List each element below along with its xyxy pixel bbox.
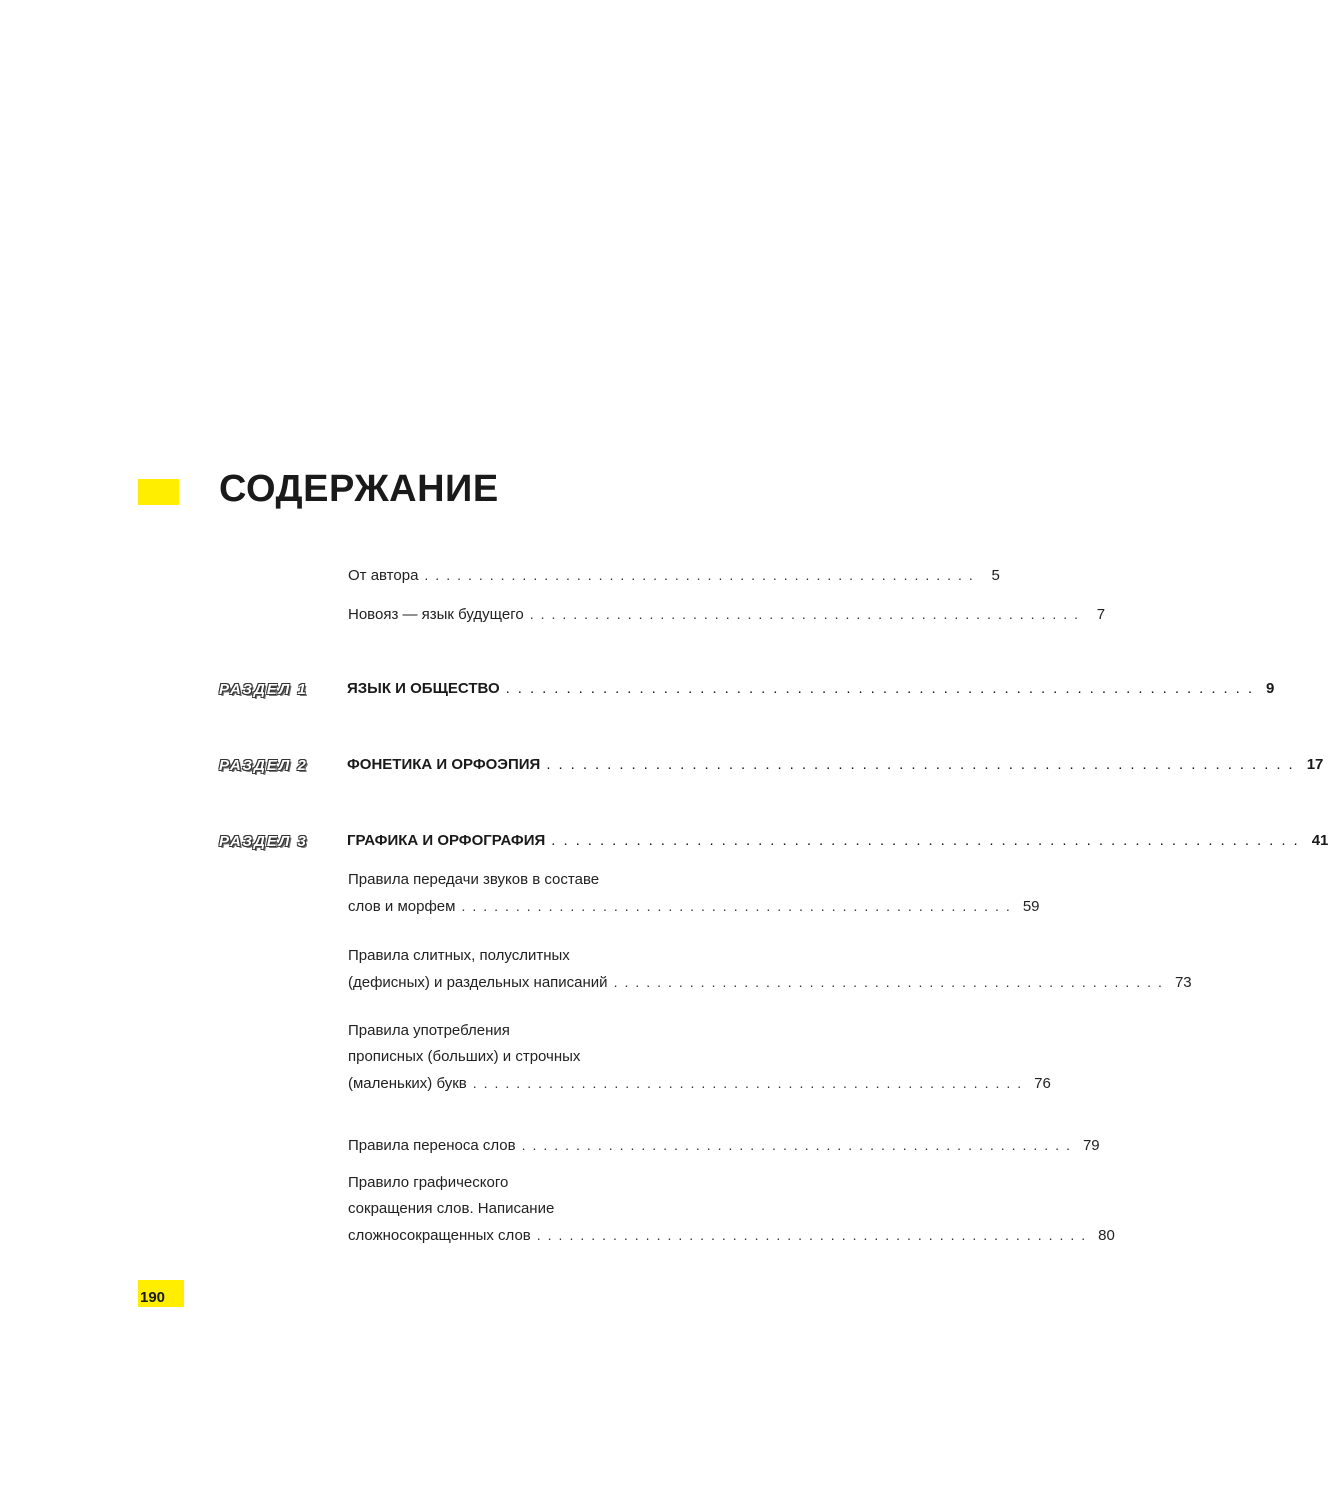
toc-entry-page: 79 <box>1082 1137 1100 1154</box>
toc-entry-line: сложносокращенных слов <box>348 1227 531 1244</box>
section-page: 17 <box>1306 756 1324 773</box>
toc-entry[interactable] <box>348 562 1000 589</box>
section-label: РАЗДЕЛ 1 <box>219 681 308 698</box>
title-accent-marker <box>138 479 179 505</box>
dot-leader: ................................................... <box>472 1075 1029 1091</box>
dot-leader: ................................................... <box>529 606 1086 622</box>
toc-entry[interactable] <box>348 867 1040 920</box>
toc-entry-page: 7 <box>1096 606 1106 623</box>
toc-entry[interactable] <box>348 601 1106 628</box>
toc-entry-line: слов и морфем <box>348 898 456 915</box>
toc-entry-page: 59 <box>1022 898 1040 915</box>
toc-entry-line: Правила переноса слов <box>348 1137 516 1154</box>
dot-leader: ................................................... <box>536 1227 1093 1243</box>
dot-leader: .............................................................. <box>551 832 1306 849</box>
dot-leader: ................................................... <box>461 898 1017 914</box>
page-number: 190 <box>140 1289 166 1306</box>
section-label: РАЗДЕЛ 2 <box>219 757 308 774</box>
toc-entry-line: Правило графического <box>348 1174 509 1191</box>
toc-entry-line: сокращения слов. Написание <box>348 1200 555 1217</box>
toc-entry-page: 5 <box>991 567 1000 584</box>
section-label: РАЗДЕЛ 3 <box>219 833 308 850</box>
toc-entry-line: Правила передачи звуков в составе <box>348 871 600 888</box>
section-title: ФОНЕТИКА И ОРФОЭПИЯ <box>347 756 541 773</box>
page-title: СОДЕРЖАНИЕ <box>219 468 499 510</box>
toc-entry-line: Правила употребления <box>348 1022 510 1039</box>
dot-leader: ................................................... <box>521 1137 1077 1153</box>
toc-section[interactable] <box>347 828 1328 854</box>
section-page: 41 <box>1311 832 1328 849</box>
dot-leader: .............................................................. <box>505 680 1261 697</box>
toc-entry-page: 76 <box>1034 1075 1051 1092</box>
dot-leader: ................................................... <box>424 567 980 583</box>
toc-entry[interactable] <box>348 1018 1051 1097</box>
toc-entry-title: От автора <box>348 567 419 584</box>
section-page: 9 <box>1266 680 1275 697</box>
toc-entry-line: Правила слитных, полуслитных <box>348 947 570 964</box>
toc-entry-page: 73 <box>1174 974 1192 991</box>
toc-section[interactable] <box>347 676 1275 702</box>
toc-entry-line: (дефисных) и раздельных написаний <box>348 974 608 991</box>
toc-entry-line: (маленьких) букв <box>348 1075 467 1092</box>
toc-entry-title: Новояз — язык будущего <box>348 606 524 623</box>
toc-section[interactable] <box>347 752 1324 778</box>
section-title: ЯЗЫК И ОБЩЕСТВО <box>347 680 500 697</box>
dot-leader: .............................................................. <box>546 756 1301 773</box>
toc-entry-page: 80 <box>1098 1227 1115 1244</box>
toc-entry-line: прописных (больших) и строчных <box>348 1048 581 1065</box>
section-title: ГРАФИКА И ОРФОГРАФИЯ <box>347 832 546 849</box>
toc-entry[interactable] <box>348 1132 1100 1159</box>
dot-leader: ................................................... <box>613 974 1169 990</box>
toc-entry[interactable] <box>348 1170 1115 1249</box>
toc-entry[interactable] <box>348 943 1192 996</box>
